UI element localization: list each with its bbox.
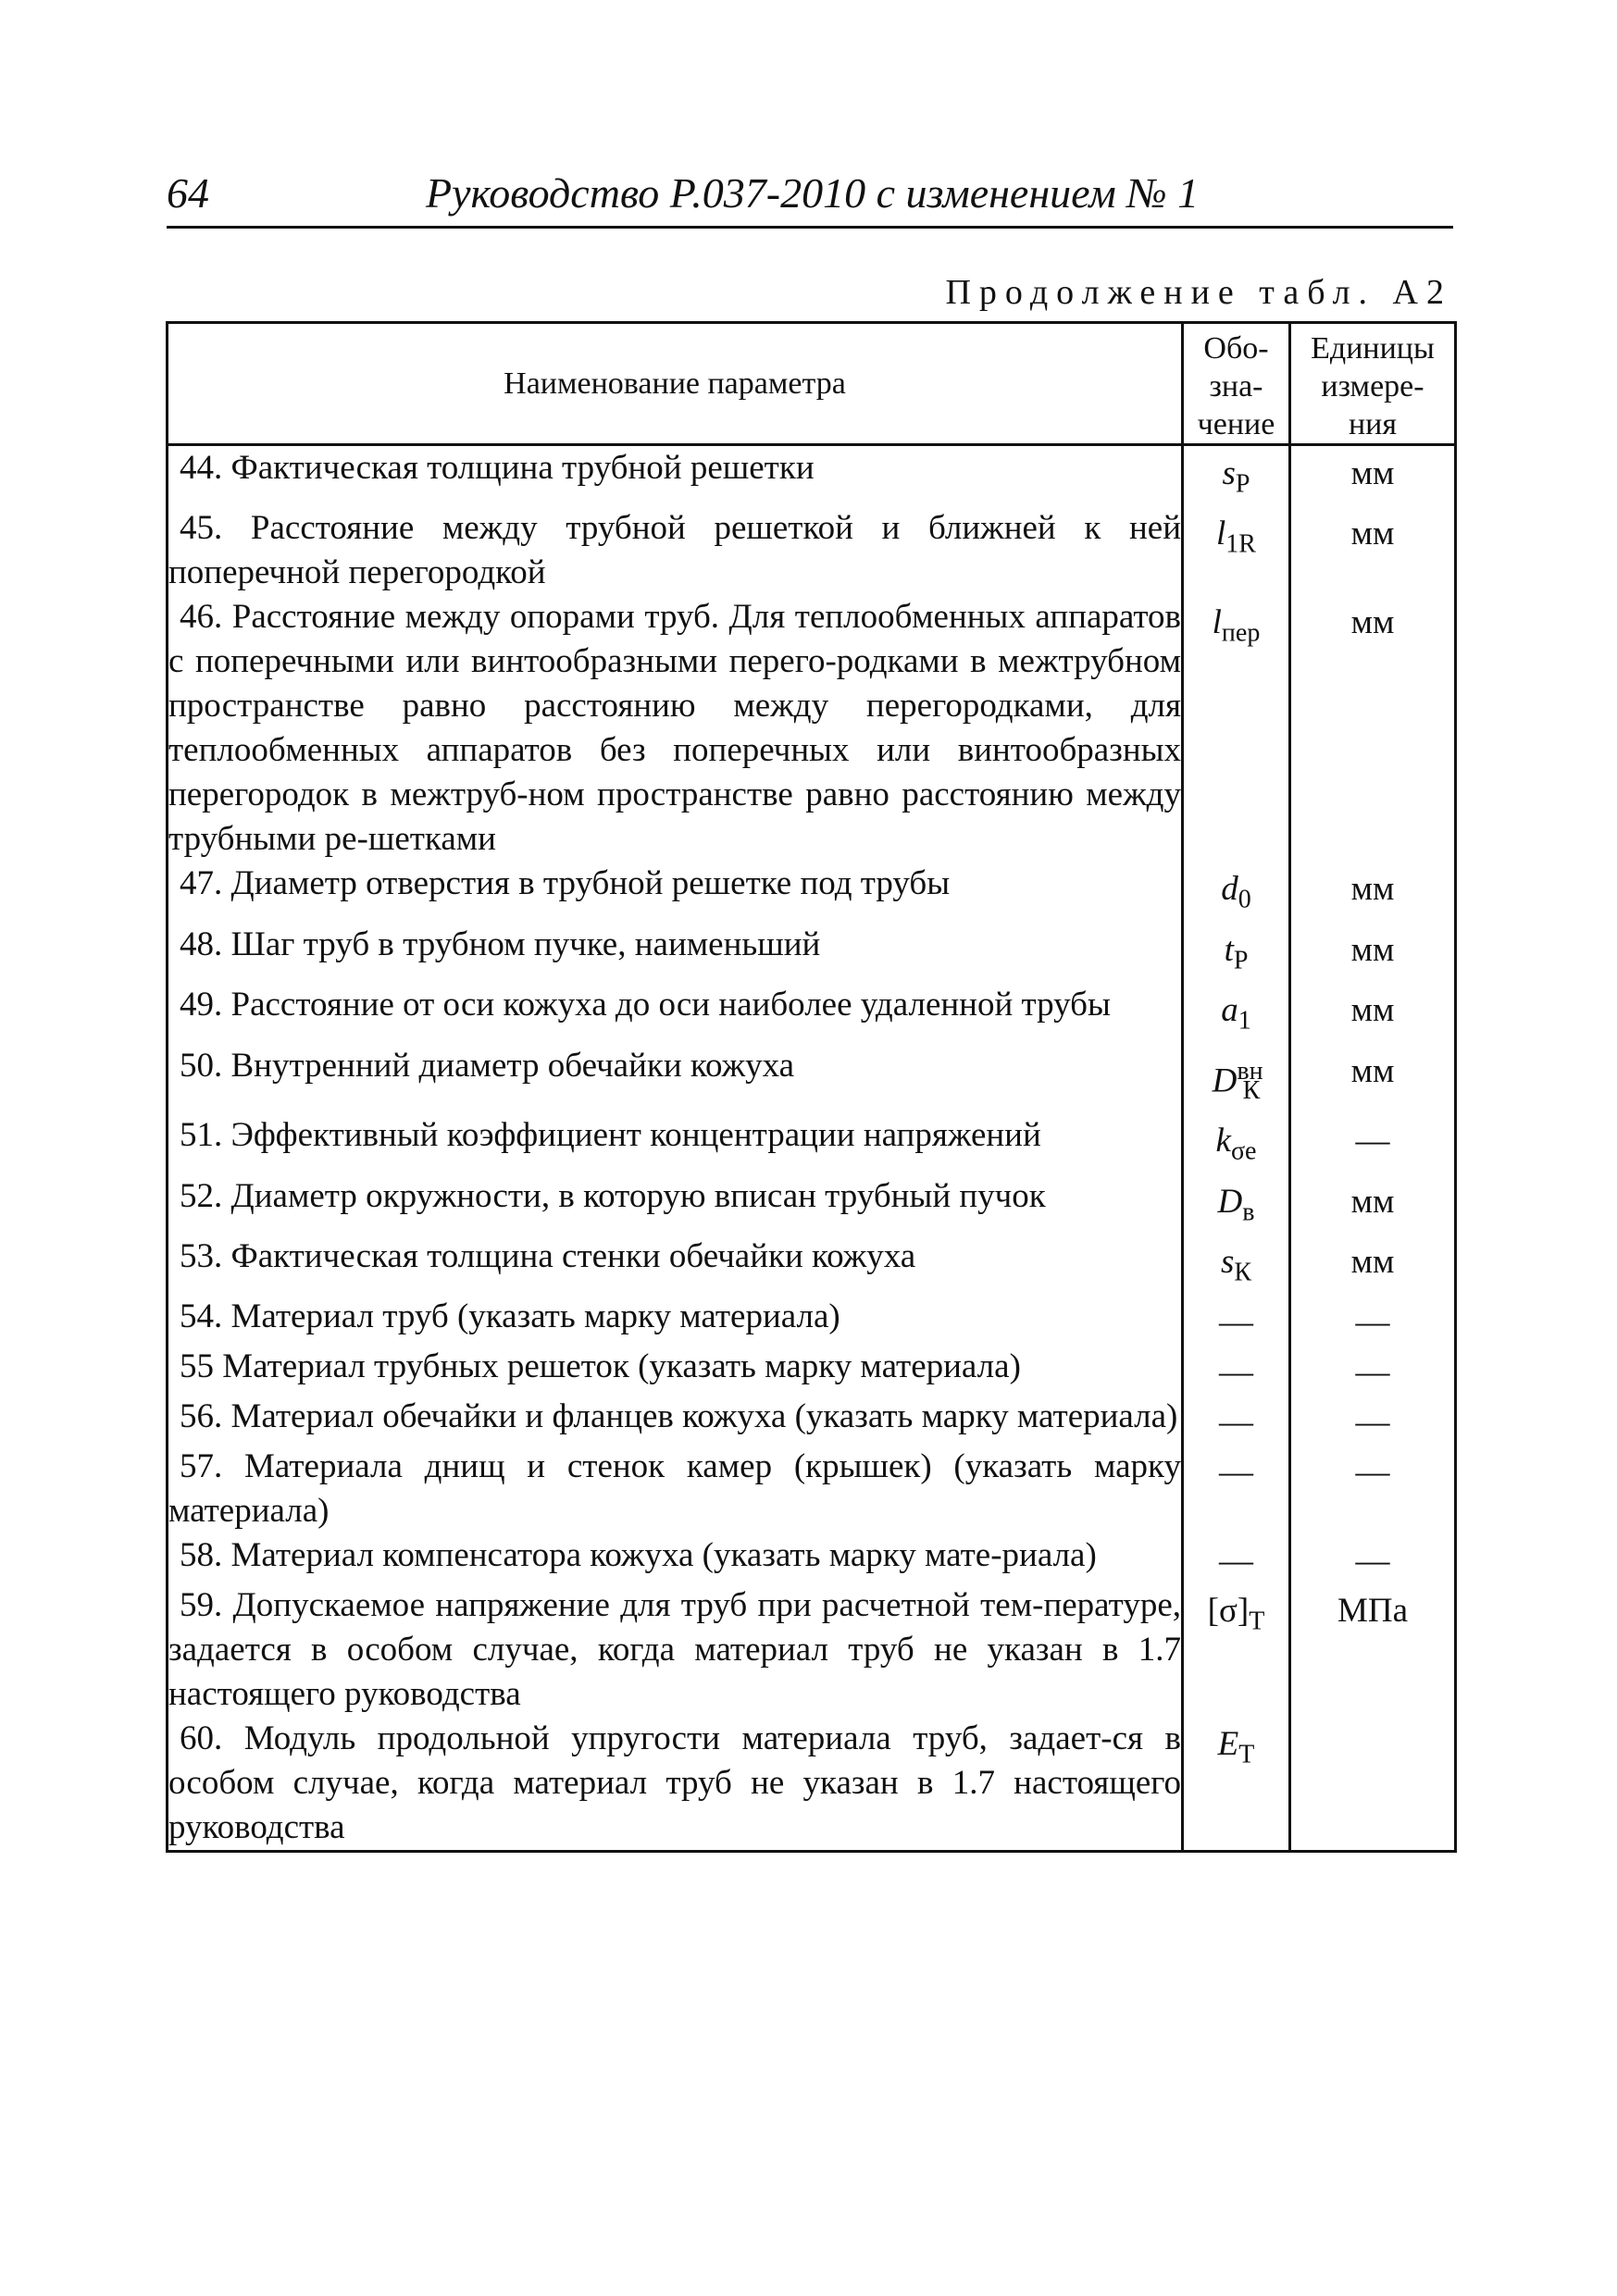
parameter-symbol xyxy=(1183,1295,1290,1345)
parameter-symbol xyxy=(1183,1235,1290,1295)
parameter-unit xyxy=(1290,1113,1456,1173)
symbol-main: — xyxy=(1219,1453,1253,1492)
page-number: 64 xyxy=(167,169,209,217)
table-row xyxy=(168,1395,1456,1445)
table-row xyxy=(168,983,1456,1043)
symbol-main: [σ] xyxy=(1207,1592,1250,1631)
table-row xyxy=(168,595,1456,862)
unit-value: мм xyxy=(1350,1243,1395,1282)
table-row xyxy=(168,862,1456,922)
symbol-subscript: Р xyxy=(1233,946,1249,975)
table-row xyxy=(168,1295,1456,1345)
parameter-symbol xyxy=(1183,1395,1290,1445)
parameter-name: 58. Материал компенсатора кожуха (указать марку мате-риала) xyxy=(168,1533,1183,1583)
symbol-subscript: 0 xyxy=(1238,885,1251,914)
parameter-symbol xyxy=(1183,862,1290,922)
parameter-unit xyxy=(1290,1044,1456,1114)
parameter-unit xyxy=(1290,923,1456,983)
parameter-unit xyxy=(1290,983,1456,1043)
symbol-subscript: 1R xyxy=(1225,529,1256,559)
unit-value: мм xyxy=(1350,930,1395,969)
table-header-row xyxy=(168,323,1456,445)
parameter-symbol xyxy=(1183,1174,1290,1235)
unit-value: мм xyxy=(1350,603,1395,642)
symbol-main: — xyxy=(1219,1542,1253,1581)
unit-value: — xyxy=(1355,1122,1390,1160)
table-row xyxy=(168,1235,1456,1295)
parameter-name: 45. Расстояние между трубной решеткой и ближней к ней поперечной перегородкой xyxy=(168,506,1183,595)
symbol-main: d xyxy=(1221,870,1238,909)
parameter-symbol xyxy=(1183,1583,1290,1717)
parameter-unit xyxy=(1290,862,1456,922)
symbol-subscript: в xyxy=(1242,1198,1255,1227)
table-row xyxy=(168,1533,1456,1583)
parameter-unit xyxy=(1290,445,1456,507)
symbol-main: E xyxy=(1217,1725,1239,1764)
parameter-symbol xyxy=(1183,445,1290,507)
parameter-name: 49. Расстояние от оси кожуха до оси наиболее удаленной трубы xyxy=(168,983,1183,1043)
table-row xyxy=(168,1583,1456,1717)
symbol-superscript: вн xyxy=(1237,1056,1263,1086)
parameter-unit xyxy=(1290,1235,1456,1295)
table-row xyxy=(168,1445,1456,1533)
unit-value: — xyxy=(1355,1453,1390,1492)
parameter-unit xyxy=(1290,506,1456,595)
parameter-symbol xyxy=(1183,983,1290,1043)
unit-value: — xyxy=(1355,1353,1390,1392)
symbol-main: l xyxy=(1216,515,1226,553)
unit-value: — xyxy=(1355,1303,1390,1342)
unit-value: МПа xyxy=(1337,1592,1409,1631)
parameter-name: 56. Материал обечайки и фланцев кожуха (указать марку материала) xyxy=(168,1395,1183,1445)
unit-value: — xyxy=(1355,1542,1390,1581)
table-row xyxy=(168,1113,1456,1173)
unit-value: мм xyxy=(1350,1182,1395,1221)
parameter-name: 47. Диаметр отверстия в трубной решетке под трубы xyxy=(168,862,1183,922)
symbol-subscript: σe xyxy=(1230,1136,1257,1166)
symbol-main: k xyxy=(1215,1122,1231,1160)
symbol-main: s xyxy=(1222,454,1236,492)
symbol-main: — xyxy=(1219,1403,1253,1442)
parameter-unit xyxy=(1290,1174,1456,1235)
parameter-symbol xyxy=(1183,923,1290,983)
parameter-symbol xyxy=(1183,506,1290,595)
parameter-name: 50. Внутренний диаметр обечайки кожуха xyxy=(168,1044,1183,1114)
parameter-name: 59. Допускаемое напряжение для труб при расчетной тем-пературе, задается в особом случае, когда материал труб не указан в 1.7 настоящего руководства xyxy=(168,1583,1183,1717)
parameter-name: 57. Материала днищ и стенок камер (крышек) (указать марку материала) xyxy=(168,1445,1183,1533)
table-row xyxy=(168,506,1456,595)
parameter-unit xyxy=(1290,1583,1456,1717)
unit-value: мм xyxy=(1350,515,1395,553)
parameter-unit xyxy=(1290,1395,1456,1445)
unit-value: мм xyxy=(1350,870,1395,909)
parameter-unit xyxy=(1290,1533,1456,1583)
symbol-main: a xyxy=(1221,991,1238,1030)
table-row xyxy=(168,1717,1456,1852)
table-row xyxy=(168,1345,1456,1395)
parameter-unit xyxy=(1290,1445,1456,1533)
symbol-subscript: Т xyxy=(1249,1607,1265,1636)
parameter-symbol xyxy=(1183,1717,1290,1852)
parameter-unit xyxy=(1290,595,1456,862)
unit-value: мм xyxy=(1350,1051,1395,1090)
parameters-table xyxy=(166,321,1457,1853)
column-header-name: Наименование параметра xyxy=(168,323,1183,445)
table-row xyxy=(168,1174,1456,1235)
parameter-name: 55 Материал трубных решеток (указать марку материала) xyxy=(168,1345,1183,1395)
column-header-symbol: Обо- зна- чение xyxy=(1183,323,1290,445)
table-row xyxy=(168,445,1456,507)
parameter-name: 60. Модуль продольной упругости материала труб, задает-ся в особом случае, когда материал труб не указан в 1.7 настоящего руководства xyxy=(168,1717,1183,1852)
parameter-name: 52. Диаметр окружности, в которую вписан трубный пучок xyxy=(168,1174,1183,1235)
unit-value: — xyxy=(1355,1403,1390,1442)
parameter-name: 48. Шаг труб в трубном пучке, наименьший xyxy=(168,923,1183,983)
parameter-name: 54. Материал труб (указать марку материала) xyxy=(168,1295,1183,1345)
unit-value: мм xyxy=(1350,991,1395,1030)
symbol-subscript: Т xyxy=(1238,1740,1255,1769)
parameter-name: 44. Фактическая толщина трубной решетки xyxy=(168,445,1183,507)
table-row xyxy=(168,923,1456,983)
symbol-main: — xyxy=(1219,1303,1253,1342)
unit-value: мм xyxy=(1350,454,1395,492)
parameter-name: 51. Эффективный коэффициент концентрации напряжений xyxy=(168,1113,1183,1173)
column-header-units: Единицы измере- ния xyxy=(1290,323,1456,445)
symbol-main: l xyxy=(1212,603,1222,642)
document-title: Руководство Р.037-2010 с изменением № 1 xyxy=(426,169,1200,217)
parameter-symbol xyxy=(1183,1445,1290,1533)
symbol-subscript: Р xyxy=(1235,469,1250,499)
parameter-unit xyxy=(1290,1717,1456,1852)
parameter-unit xyxy=(1290,1345,1456,1395)
symbol-main: — xyxy=(1219,1353,1253,1392)
table-row xyxy=(168,1044,1456,1114)
table-continuation-label: Продолжение табл. А2 xyxy=(945,273,1452,312)
parameter-symbol xyxy=(1183,595,1290,862)
symbol-main: D xyxy=(1212,1061,1238,1099)
parameter-symbol xyxy=(1183,1533,1290,1583)
parameter-symbol xyxy=(1183,1345,1290,1395)
symbol-subscript: К xyxy=(1242,1076,1261,1106)
parameter-symbol xyxy=(1183,1113,1290,1173)
symbol-main: t xyxy=(1224,930,1234,969)
page-header xyxy=(167,168,1453,229)
parameter-unit xyxy=(1290,1295,1456,1345)
symbol-subscript: пер xyxy=(1221,618,1261,648)
symbol-subscript: 1 xyxy=(1238,1006,1251,1036)
parameter-symbol xyxy=(1183,1044,1290,1114)
symbol-main: D xyxy=(1217,1182,1243,1221)
symbol-main: s xyxy=(1220,1243,1235,1282)
parameter-name: 53. Фактическая толщина стенки обечайки кожуха xyxy=(168,1235,1183,1295)
symbol-subscript: К xyxy=(1234,1258,1252,1287)
parameter-name: 46. Расстояние между опорами труб. Для теплообменных аппаратов с поперечными или винтообразными перего-родками в межтрубном пространстве равно расстоянию между перегородками, для теплообменных аппаратов без поперечных или винтообразных перегородок в межтруб-ном пространстве равно расстоянию между трубными ре-шетками xyxy=(168,595,1183,862)
